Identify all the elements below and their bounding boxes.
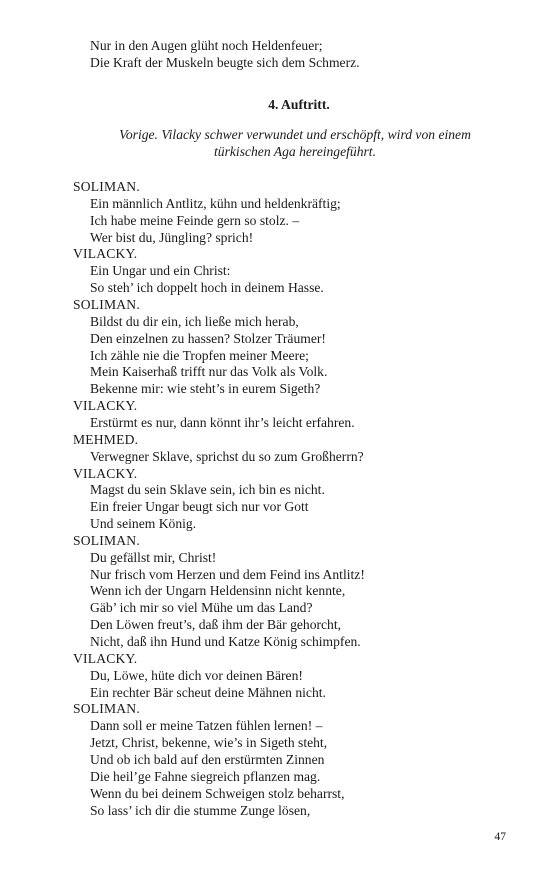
speaker-name: SOLIMAN. xyxy=(73,532,140,548)
verse-line: Gäb’ ich mir so viel Mühe um das Land? xyxy=(90,600,313,616)
verse-line: Bekenne mir: wie steht’s in eurem Sigeth? xyxy=(90,381,321,397)
verse-line: Jetzt, Christ, bekenne, wie’s in Sigeth steht, xyxy=(90,735,328,751)
speaker-name: VILACKY. xyxy=(73,246,138,262)
verse-line: Verwegner Sklave, sprichst du so zum Großherrn? xyxy=(90,448,364,464)
speaker-name: MEHMED. xyxy=(73,431,139,447)
verse-line: Die Kraft der Muskeln beugte sich dem Schmerz. xyxy=(90,55,360,70)
verse-line: Nur in den Augen glüht noch Heldenfeuer; xyxy=(90,38,323,53)
verse-line: Nicht, daß ihn Hund und Katze König schimpfen. xyxy=(90,634,361,649)
verse-line: Erstürmt es nur, dann könnt ihr’s leicht erfahren. xyxy=(90,414,355,430)
verse-line: Die heil’ge Fahne siegreich pflanzen mag. xyxy=(90,768,321,784)
stage-direction-line: Vorige. Vilacky schwer verwundet und erschöpft, wird von einem xyxy=(119,127,471,142)
stage-direction xyxy=(95,126,495,160)
verse-line: Ein Ungar und ein Christ: xyxy=(90,263,231,279)
verse-line: Ein männlich Antlitz, kühn und heldenkräftig; xyxy=(90,195,341,211)
verse-line: Dann soll er meine Tatzen fühlen lernen! – xyxy=(90,718,323,734)
page-number: 47 xyxy=(494,831,506,843)
verse-line: Ich habe meine Feinde gern so stolz. – xyxy=(90,212,300,228)
verse-line: Und ob ich bald auf den erstürmten Zinnen xyxy=(90,751,325,767)
verse-line: Nur frisch vom Herzen und dem Feind ins Antlitz! xyxy=(90,566,365,582)
verse-line: Magst du sein Sklave sein, ich bin es nicht. xyxy=(90,482,325,498)
verse-line: Bildst du dir ein, ich ließe mich herab, xyxy=(90,313,299,329)
verse-line: Ich zähle nie die Tropfen meiner Meere; xyxy=(90,347,309,363)
verse-line: Wer bist du, Jüngling? sprich! xyxy=(90,229,254,245)
speaker-name: VILACKY. xyxy=(73,398,138,414)
verse-line: Ein rechter Bär scheut deine Mähnen nicht. xyxy=(90,684,326,700)
verse-line: Mein Kaiserhaß trifft nur das Volk als Volk. xyxy=(90,364,328,380)
verse-line: Ein freier Ungar beugt sich nur vor Gott xyxy=(90,499,309,515)
verse-line: Und seinem König. xyxy=(90,516,197,531)
speaker-name: VILACKY. xyxy=(73,650,138,666)
verse-line: So steh’ ich doppelt hoch in deinem Hasse. xyxy=(90,280,324,296)
stage-direction-line: türkischen Aga hereingeführt. xyxy=(214,144,376,159)
verse-line: So lass’ ich dir die stumme Zunge lösen, xyxy=(90,802,311,818)
verse-line: Wenn du bei deinem Schweigen stolz beharrst, xyxy=(90,785,345,801)
speaker-name: VILACKY. xyxy=(73,465,138,481)
verse-line: Den einzelnen zu hassen? Stolzer Träumer! xyxy=(90,330,326,346)
verse-line: Wenn ich der Ungarn Heldensinn nicht kennte, xyxy=(90,583,346,599)
verse-line: Du, Löwe, hüte dich vor deinen Bären! xyxy=(90,667,303,683)
speaker-name: SOLIMAN. xyxy=(73,179,140,194)
scene-title: 4. Auftritt. xyxy=(268,97,330,112)
speaker-name: SOLIMAN. xyxy=(73,701,140,717)
verse-line: Den Löwen freut’s, daß ihm der Bär gehorcht, xyxy=(90,617,342,633)
verse-line: Du gefällst mir, Christ! xyxy=(90,549,217,565)
speaker-name: SOLIMAN. xyxy=(73,297,140,312)
